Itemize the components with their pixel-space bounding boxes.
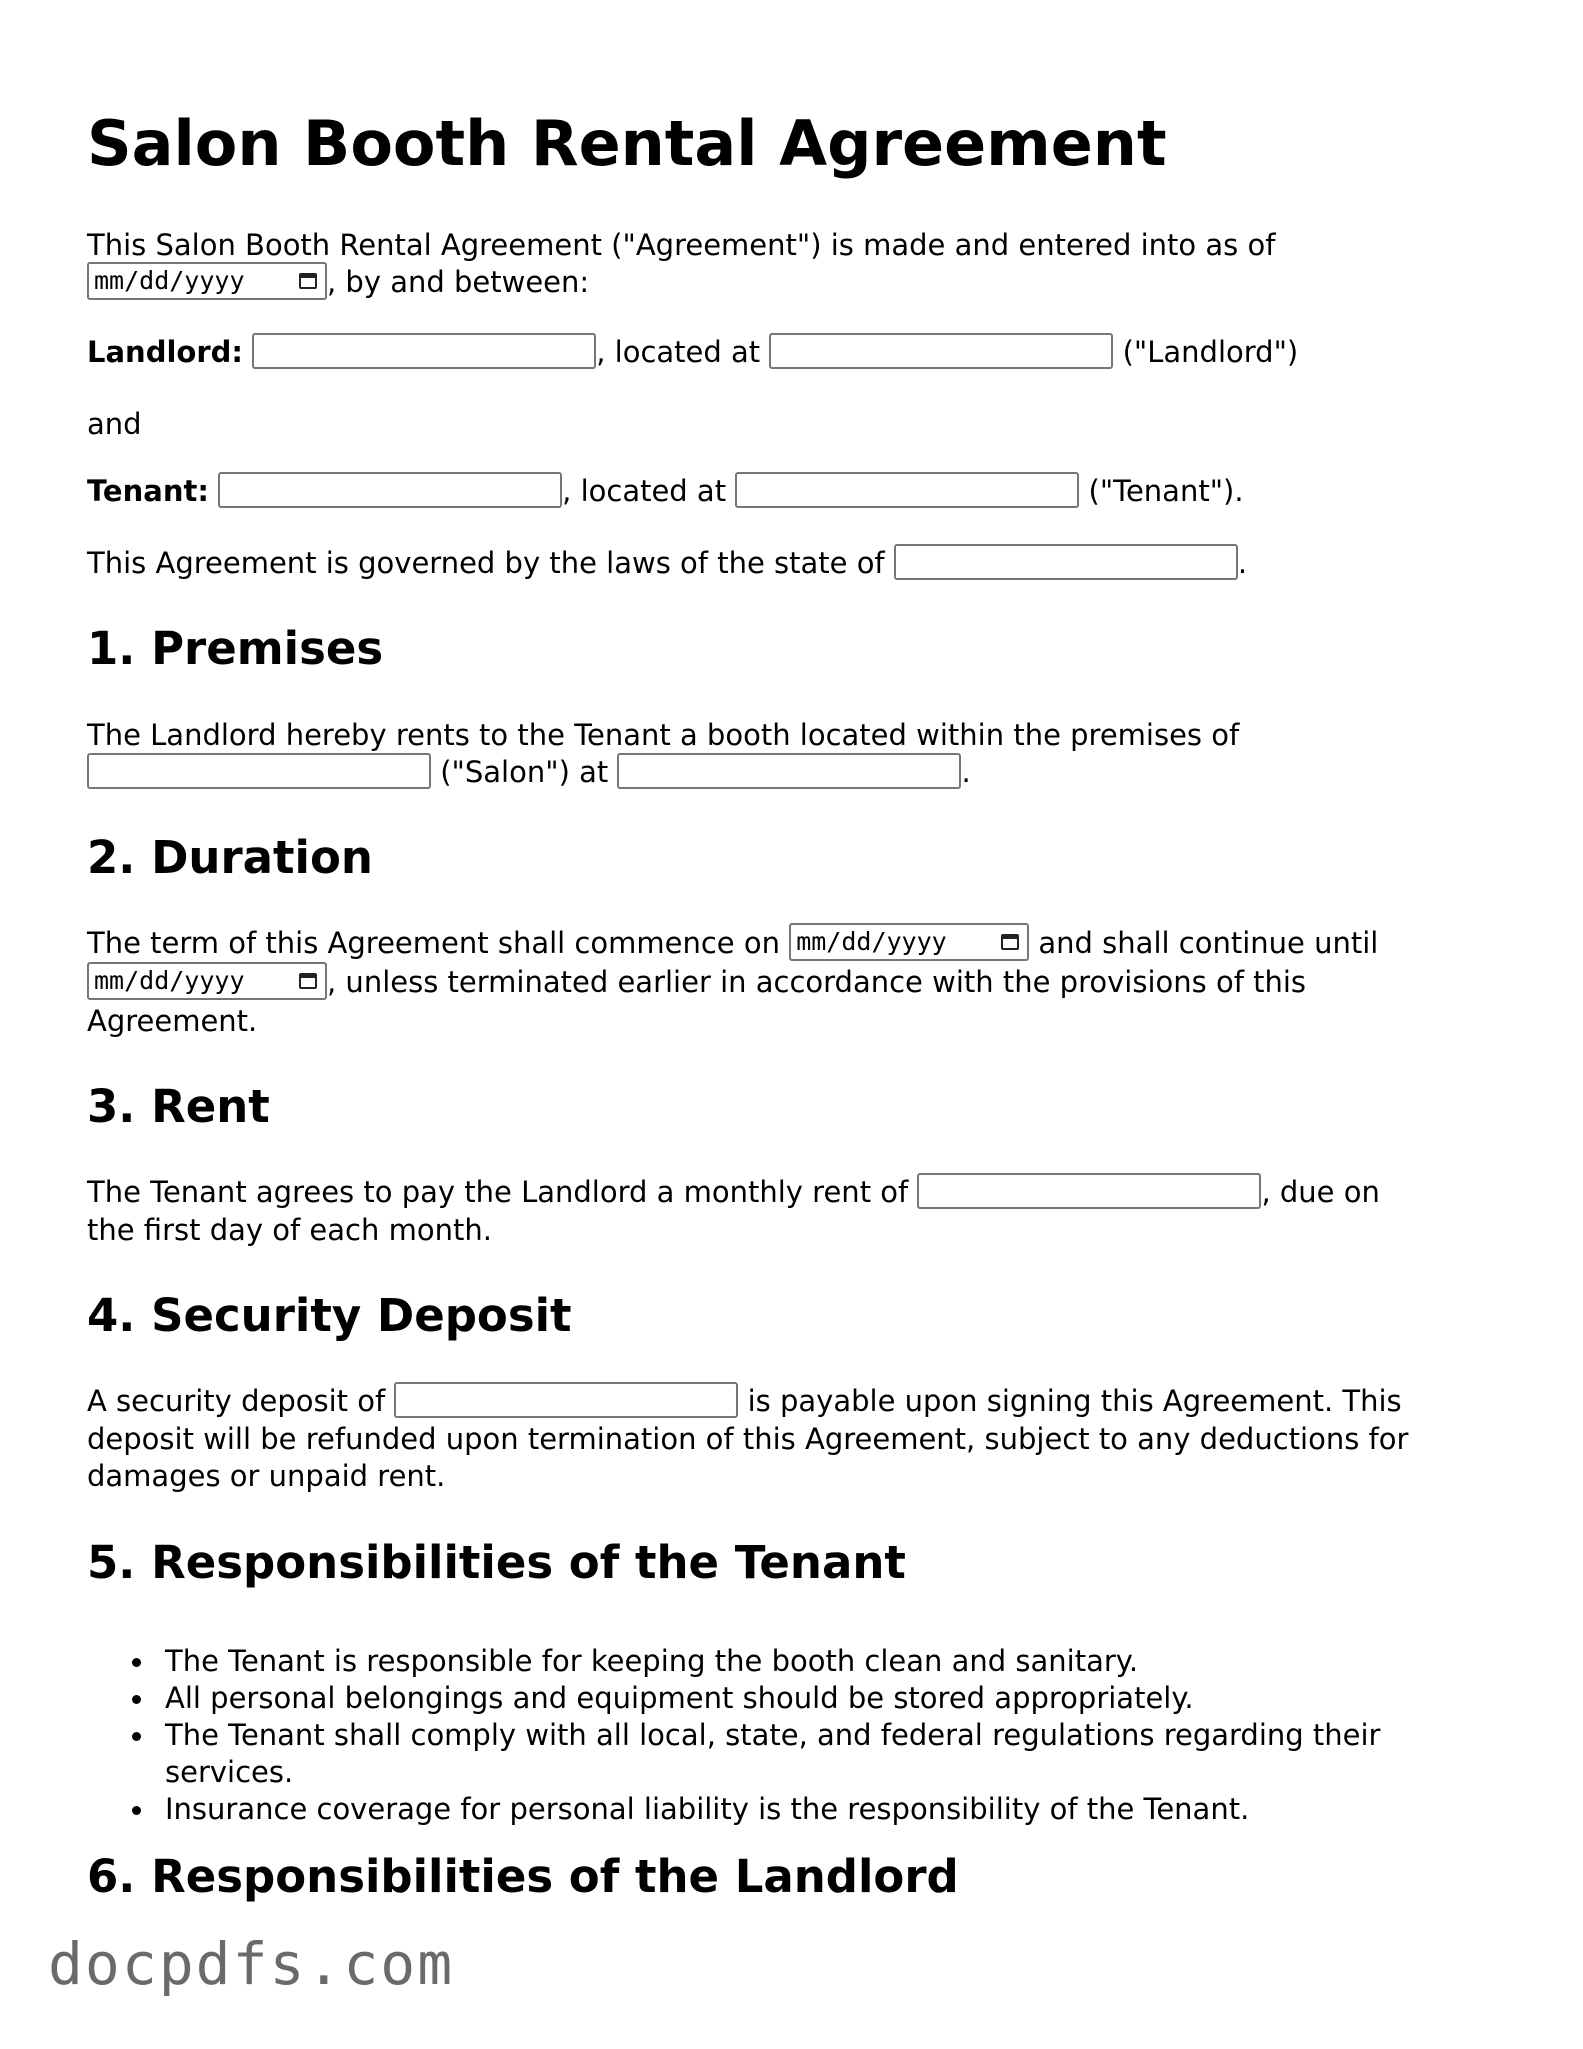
tenant-responsibilities-heading: 5. Responsibilities of the Tenant	[87, 1536, 906, 1589]
calendar-icon	[1001, 934, 1019, 950]
duration-paragraph	[87, 925, 1378, 1040]
list-item-text: The Tenant shall comply with all local, state, and federal regulations regarding their	[165, 1718, 1381, 1752]
rent-heading: 3. Rent	[87, 1080, 270, 1133]
list-item	[87, 1717, 1380, 1791]
deposit-heading: 4. Security Deposit	[87, 1289, 572, 1342]
and-text: and	[87, 407, 142, 441]
monthly-rent-input[interactable]	[917, 1173, 1261, 1209]
end-date-input[interactable]	[87, 962, 327, 1000]
landlord-name-input[interactable]	[252, 333, 596, 369]
list-item: All personal belongings and equipment should be stored appropriately.	[87, 1680, 1380, 1717]
governing-text: This Agreement is governed by the laws of the state of	[87, 546, 885, 580]
salon-name-input[interactable]	[87, 753, 431, 789]
landlord-suffix: ("Landlord")	[1122, 335, 1299, 369]
list-item: Insurance coverage for personal liability is the responsibility of the Tenant.	[87, 1791, 1380, 1828]
deposit-text-start: A security deposit of	[87, 1384, 386, 1418]
date-placeholder: mm/dd/yyyy	[796, 927, 947, 956]
premises-paragraph	[87, 717, 1239, 792]
premises-text: The Landlord hereby rents to the Tenant a booth located within the premises of	[87, 718, 1240, 752]
rent-text-line2: the first day of each month.	[87, 1213, 492, 1247]
state-input[interactable]	[894, 544, 1238, 580]
rent-text-start: The Tenant agrees to pay the Landlord a monthly rent of	[87, 1175, 909, 1209]
landlord-responsibilities-heading: 6. Responsibilities of the Landlord	[87, 1850, 959, 1903]
tenant-located-text: , located at	[562, 474, 727, 508]
tenant-address-input[interactable]	[735, 472, 1079, 508]
date-placeholder: mm/dd/yyyy	[94, 966, 245, 995]
governing-end: .	[1237, 546, 1248, 580]
deposit-text-line3: damages or unpaid rent.	[87, 1459, 446, 1493]
calendar-icon	[299, 273, 317, 289]
rent-text-mid: , due on	[1261, 1175, 1380, 1209]
duration-text-line2: , unless terminated earlier in accordance with the provisions of this	[327, 965, 1307, 999]
rent-paragraph	[87, 1174, 1380, 1249]
premises-mid-text: ("Salon") at	[440, 755, 609, 789]
tenant-label: Tenant:	[87, 474, 209, 508]
deposit-text-line2: deposit will be refunded upon termination of this Agreement, subject to any deductions for	[87, 1422, 1409, 1456]
intro-paragraph	[87, 227, 1275, 303]
security-deposit-input[interactable]	[394, 1382, 738, 1418]
intro-text-end: , by and between:	[327, 265, 590, 299]
intro-text: This Salon Booth Rental Agreement ("Agreement") is made and entered into as of	[87, 228, 1276, 262]
tenant-suffix: ("Tenant").	[1088, 474, 1244, 508]
tenant-line	[87, 473, 1244, 511]
duration-text-line3: Agreement.	[87, 1004, 258, 1038]
deposit-paragraph	[87, 1383, 1408, 1495]
salon-address-input[interactable]	[617, 753, 961, 789]
start-date-input[interactable]	[789, 923, 1029, 961]
list-item: The Tenant is responsible for keeping the booth clean and sanitary.	[87, 1643, 1380, 1680]
landlord-label: Landlord:	[87, 335, 243, 369]
duration-heading: 2. Duration	[87, 831, 373, 884]
document-title: Salon Booth Rental Agreement	[87, 107, 1167, 180]
governing-line	[87, 545, 1247, 583]
tenant-responsibilities-list	[87, 1643, 1380, 1828]
landlord-located-text: , located at	[596, 335, 761, 369]
agreement-date-input[interactable]	[87, 262, 327, 300]
landlord-address-input[interactable]	[769, 333, 1113, 369]
deposit-text-mid: is payable upon signing this Agreement. This	[747, 1384, 1402, 1418]
premises-heading: 1. Premises	[87, 622, 384, 675]
duration-text-start: The term of this Agreement shall commence on	[87, 926, 780, 960]
date-placeholder: mm/dd/yyyy	[94, 266, 245, 295]
landlord-line	[87, 334, 1298, 372]
premises-end: .	[961, 755, 971, 789]
tenant-name-input[interactable]	[218, 472, 562, 508]
calendar-icon	[299, 973, 317, 989]
watermark: docpdfs.com	[48, 1930, 455, 1998]
list-item-text-continued: services.	[165, 1755, 294, 1789]
duration-text-mid: and shall continue until	[1038, 926, 1379, 960]
